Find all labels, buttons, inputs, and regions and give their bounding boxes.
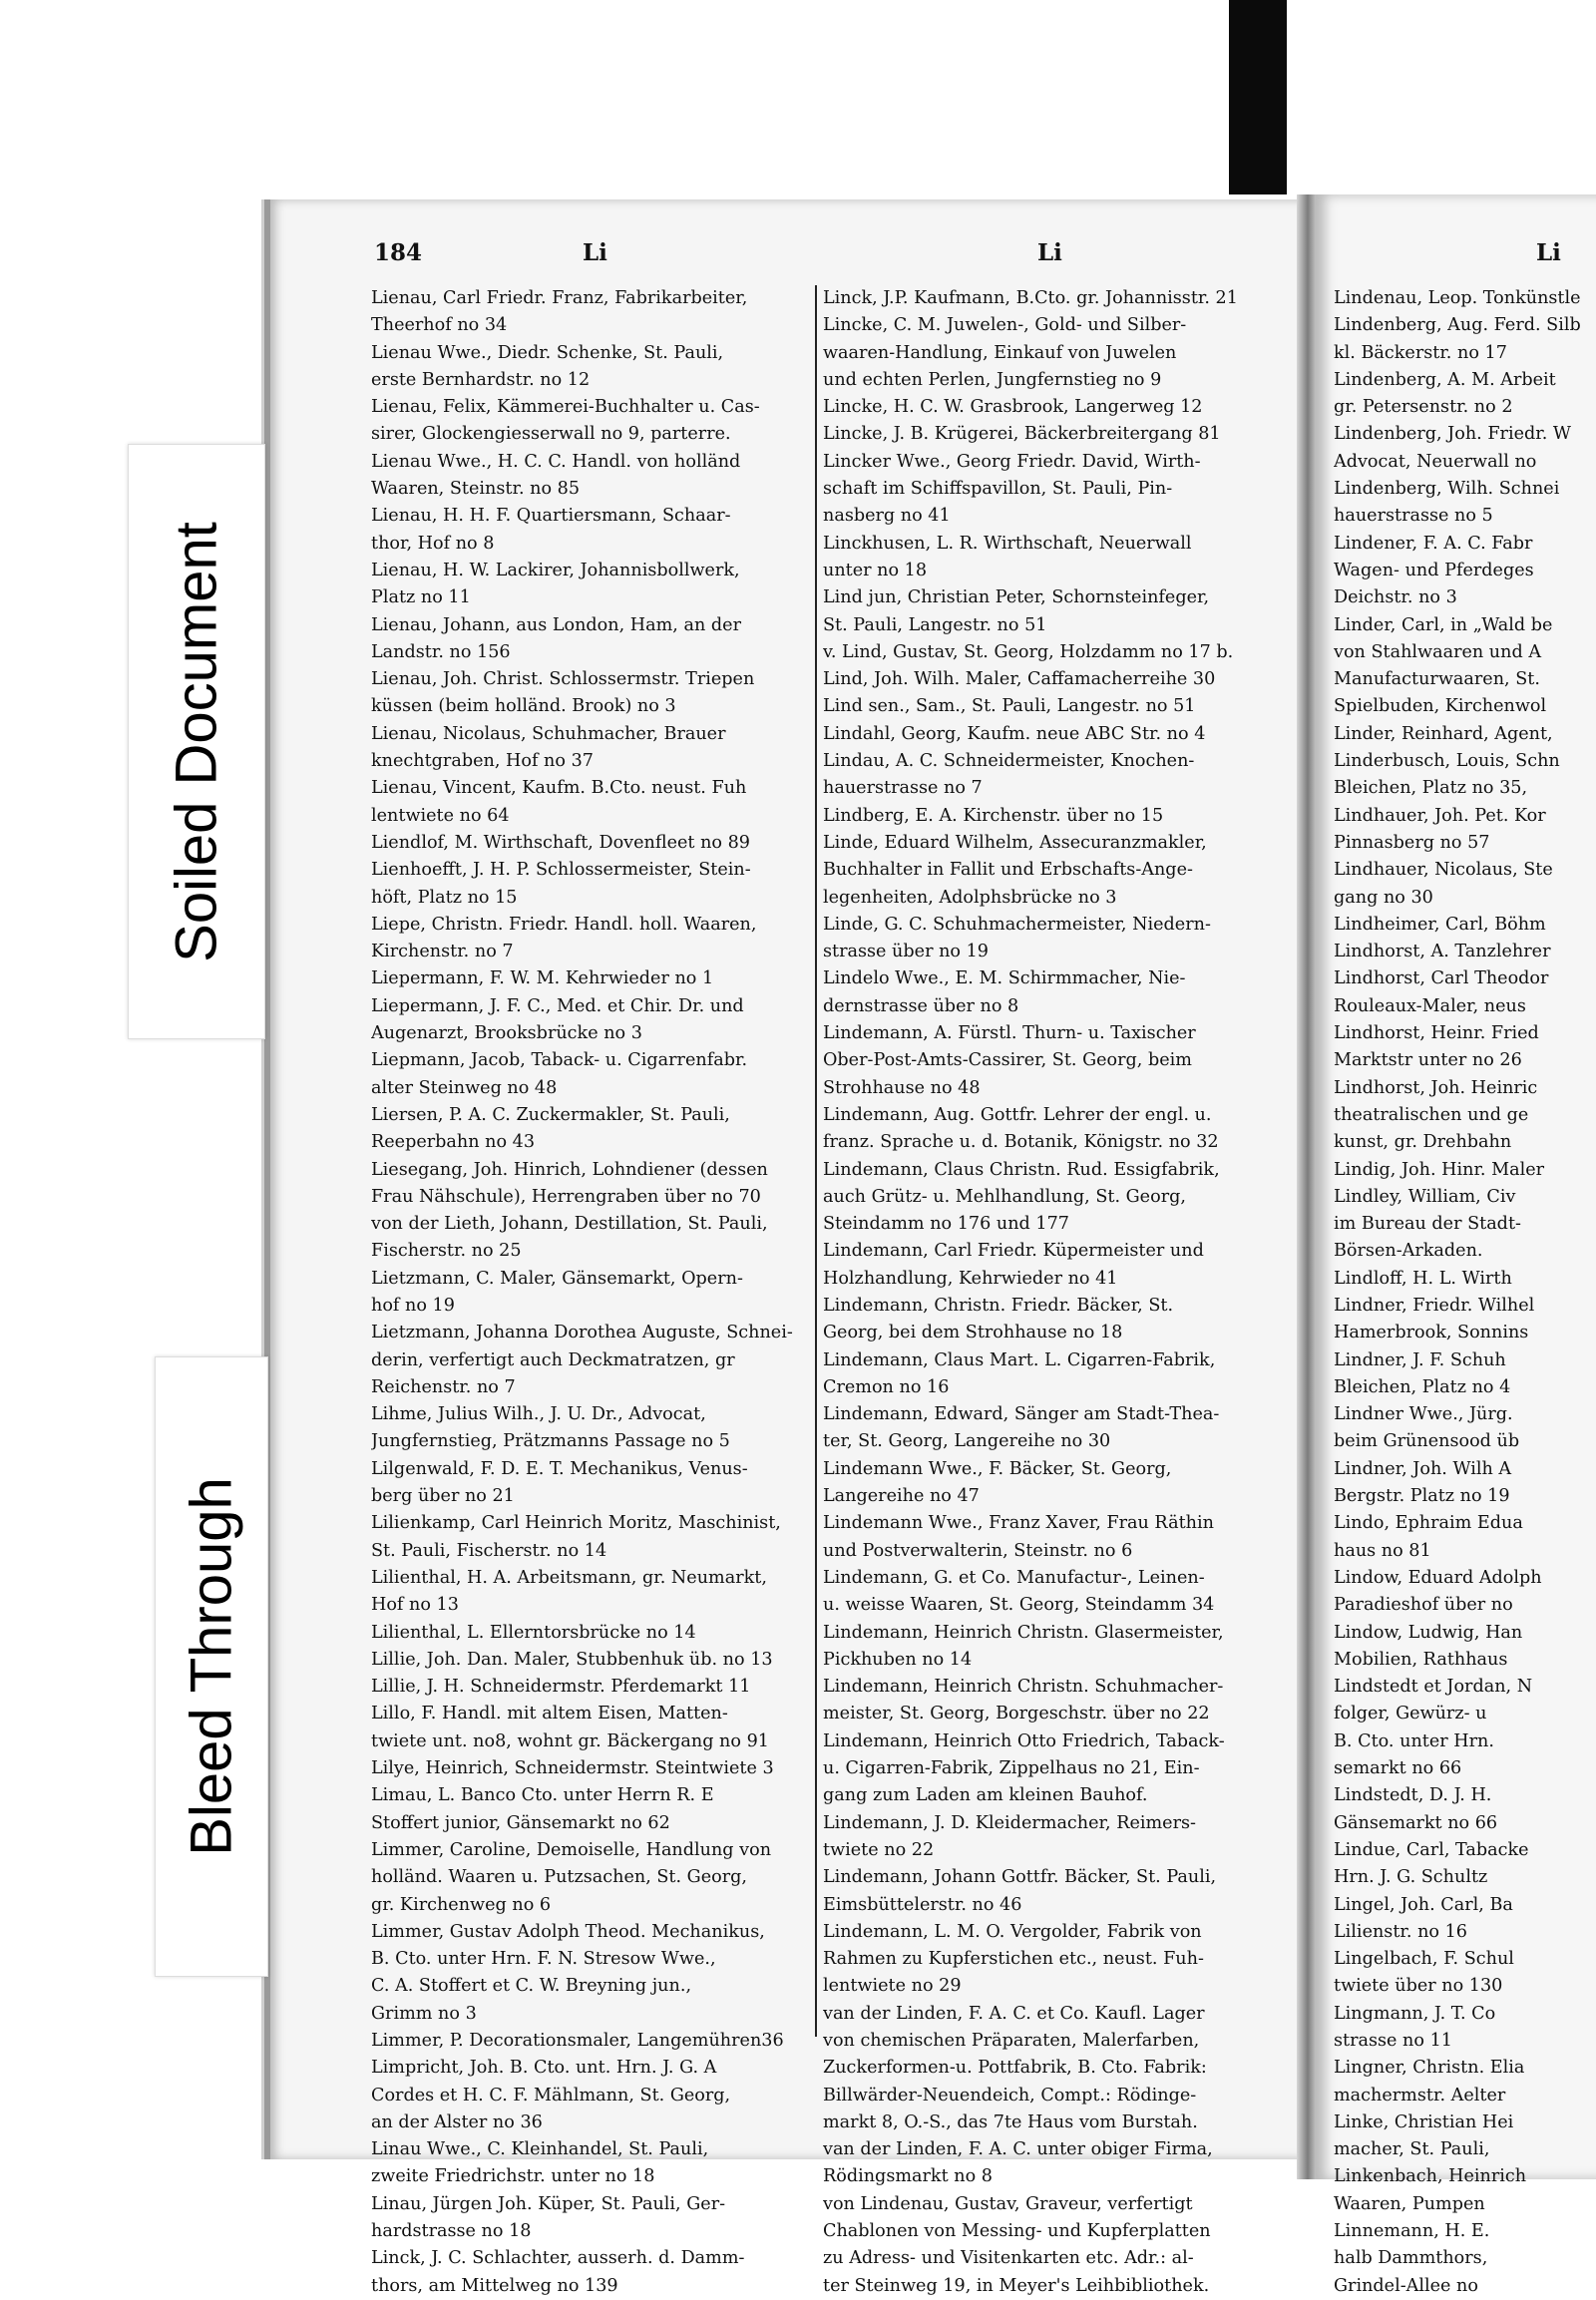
directory-line: strasse no 11	[1334, 2031, 1452, 2051]
directory-line: Lillie, Joh. Dan. Maler, Stubbenhuk üb. no 13	[371, 1649, 773, 1670]
directory-line: Lilye, Heinrich, Schneidermstr. Steintwiete 3	[371, 1758, 774, 1779]
directory-line: Waaren, Pumpen	[1334, 2193, 1485, 2214]
directory-line: Marktstr unter no 26	[1334, 1050, 1522, 1071]
directory-line: Linke, Christian Hei	[1334, 2111, 1514, 2132]
directory-line: B. Cto. unter Hrn. F. N. Stresow Wwe.,	[371, 1949, 716, 1970]
directory-line: Limmer, Gustav Adolph Theod. Mechanikus,	[371, 1921, 765, 1942]
directory-line: Frau Nähschule), Herrengraben über no 70	[371, 1186, 761, 1207]
directory-line: Linau Wwe., C. Kleinhandel, St. Pauli,	[371, 2139, 709, 2160]
directory-line: Linder, Carl, in „Wald be	[1334, 614, 1553, 635]
directory-line: Lilgenwald, F. D. E. T. Mechanikus, Venus-	[371, 1458, 748, 1479]
directory-line: Jungfernstieg, Prätzmanns Passage no 5	[371, 1431, 730, 1452]
directory-line: Lienau, Johann, aus London, Ham, an der	[371, 614, 741, 635]
directory-line: Rödingsmarkt no 8	[823, 2166, 993, 2187]
directory-line: Lindenberg, A. M. Arbeit	[1334, 369, 1556, 390]
directory-line: Lindstedt, D. J. H.	[1334, 1785, 1492, 1806]
directory-line: von Stahlwaaren und A	[1334, 641, 1542, 662]
directory-line: meister, St. Georg, Borgeschstr. über no 22	[823, 1704, 1210, 1725]
directory-line: Lihme, Julius Wilh., J. U. Dr., Advocat,	[371, 1404, 706, 1425]
directory-line: Linckhusen, L. R. Wirthschaft, Neuerwall	[823, 533, 1192, 554]
directory-line: Lindenau, Leop. Tonkünstle	[1334, 288, 1581, 308]
directory-line: Grimm no 3	[371, 2003, 477, 2024]
directory-line: Hof no 13	[371, 1595, 459, 1616]
directory-line: Lindner Wwe., Jürg.	[1334, 1404, 1513, 1425]
directory-line: Linder, Reinhard, Agent,	[1334, 723, 1553, 744]
directory-line: Linck, J. C. Schlachter, ausserh. d. Damm-	[371, 2248, 745, 2269]
directory-line: St. Pauli, Fischerstr. no 14	[371, 1540, 607, 1561]
directory-line: Lienau, H. H. F. Quartiersmann, Schaar-	[371, 506, 731, 527]
directory-line: erste Bernhardstr. no 12	[371, 369, 591, 390]
directory-line: strasse über no 19	[823, 942, 989, 962]
directory-line: Platz no 11	[371, 587, 471, 608]
directory-line: Lind jun, Christian Peter, Schornsteinfeger,	[823, 587, 1210, 608]
directory-line: auch Grütz- u. Mehlhandlung, St. Georg,	[823, 1186, 1186, 1207]
directory-line: Mobilien, Rathhaus	[1334, 1649, 1508, 1670]
directory-line: folger, Gewürz- u	[1334, 1704, 1487, 1725]
directory-line: unter no 18	[823, 560, 928, 580]
directory-line: van der Linden, F. A. C. unter obiger Firma,	[823, 2139, 1213, 2160]
directory-line: markt 8, O.-S., das 7te Haus vom Burstah.	[823, 2111, 1198, 2132]
directory-line: Lindenberg, Joh. Friedr. W	[1334, 424, 1572, 445]
directory-line: Rahmen zu Kupferstichen etc., neust. Fuh-	[823, 1949, 1204, 1970]
directory-line: Lindhorst, Carl Theodor	[1334, 968, 1549, 989]
directory-line: im Bureau der Stadt-	[1334, 1214, 1521, 1235]
directory-line: ter Steinweg 19, in Meyer's Leihbibliothek.	[823, 2275, 1210, 2296]
directory-line: lentwiete no 29	[823, 1976, 962, 1997]
directory-line: zweite Friedrichstr. unter no 18	[371, 2166, 655, 2187]
directory-line: schaft im Schiffspavillon, St. Pauli, Pin-	[823, 479, 1173, 500]
directory-line: Wagen- und Pferdeges	[1334, 560, 1534, 580]
directory-line: Limmer, P. Decorationsmaler, Langemühren36	[371, 2031, 784, 2051]
directory-line: Hrn. J. G. Schultz	[1334, 1867, 1488, 1888]
directory-line: haus no 81	[1334, 1540, 1431, 1561]
directory-line: Lindley, William, Civ	[1334, 1186, 1516, 1207]
directory-line: Reeperbahn no 43	[371, 1132, 536, 1153]
directory-line: Lienau, Felix, Kämmerei-Buchhalter u. Cas-	[371, 397, 760, 418]
directory-line: Chablonen von Messing- und Kupferplatten	[823, 2221, 1211, 2242]
directory-line: Lillie, J. H. Schneidermstr. Pferdemarkt 11	[371, 1677, 751, 1698]
directory-line: Lindemann, Christn. Friedr. Bäcker, St.	[823, 1295, 1174, 1316]
directory-line: Lindloff, H. L. Wirth	[1334, 1268, 1512, 1289]
directory-line: u. Cigarren-Fabrik, Zippelhaus no 21, Ein-	[823, 1758, 1200, 1779]
directory-line: Lindhauer, Nicolaus, Ste	[1334, 860, 1553, 881]
directory-line: dernstrasse über no 8	[823, 995, 1019, 1016]
directory-line: Liendlof, M. Wirthschaft, Dovenfleet no 89	[371, 832, 750, 853]
directory-line: Lietzmann, C. Maler, Gänsemarkt, Opern-	[371, 1268, 743, 1289]
directory-line: hauerstrasse no 7	[823, 778, 983, 799]
directory-line: Lindahl, Georg, Kaufm. neue ABC Str. no 4	[823, 723, 1206, 744]
directory-line: Limau, L. Banco Cto. unter Herrn R. E	[371, 1785, 714, 1806]
directory-line: Reichenstr. no 7	[371, 1376, 516, 1397]
directory-line: Manufacturwaaren, St.	[1334, 669, 1540, 690]
directory-line: Waaren, Steinstr. no 85	[371, 479, 581, 500]
directory-line: Cordes et H. C. F. Mählmann, St. Georg,	[371, 2085, 731, 2106]
directory-line: Lindener, F. A. C. Fabr	[1334, 533, 1533, 554]
directory-line: hof no 19	[371, 1295, 455, 1316]
directory-line: Lindemann, L. M. O. Vergolder, Fabrik von	[823, 1921, 1202, 1942]
directory-line: Lindau, A. C. Schneidermeister, Knochen-	[823, 751, 1195, 772]
directory-line: machermstr. Aelter	[1334, 2085, 1506, 2106]
directory-line: Lindig, Joh. Hinr. Maler	[1334, 1159, 1545, 1180]
directory-line: Lindemann, J. D. Kleidermacher, Reimers-	[823, 1812, 1196, 1833]
running-head-facing-page: Li	[1536, 239, 1561, 266]
directory-line: Liepermann, J. F. C., Med. et Chir. Dr. und	[371, 995, 744, 1016]
directory-line: zu Adress- und Visitenkarten etc. Adr.: al-	[823, 2248, 1194, 2269]
directory-line: van der Linden, F. A. C. et Co. Kaufl. Lager	[823, 2003, 1205, 2024]
directory-line: Augenarzt, Brooksbrücke no 3	[371, 1023, 642, 1044]
directory-line: küssen (beim holländ. Brook) no 3	[371, 696, 676, 717]
directory-line: Lindemann, Heinrich Christn. Schuhmacher-	[823, 1677, 1224, 1698]
directory-line: Linde, Eduard Wilhelm, Assecuranzmakler,	[823, 832, 1207, 853]
directory-line: Pinnasberg no 57	[1334, 832, 1490, 853]
directory-line: Linderbusch, Louis, Schn	[1334, 751, 1560, 772]
directory-line: Lingel, Joh. Carl, Ba	[1334, 1894, 1513, 1915]
directory-line: beim Grünensood üb	[1334, 1431, 1520, 1452]
directory-line: Lienau, Vincent, Kaufm. B.Cto. neust. Fuh	[371, 778, 747, 799]
directory-line: Lindemann, Claus Christn. Rud. Essigfabrik,	[823, 1159, 1220, 1180]
directory-line: Advocat, Neuerwall no	[1334, 451, 1537, 472]
directory-line: gang zum Laden am kleinen Bauhof.	[823, 1785, 1148, 1806]
directory-line: Lindemann, Claus Mart. L. Cigarren-Fabrik,	[823, 1349, 1216, 1370]
directory-line: Fischerstr. no 25	[371, 1241, 522, 1262]
directory-line: Linck, J.P. Kaufmann, B.Cto. gr. Johannisstr. 21	[823, 288, 1238, 308]
directory-line: macher, St. Pauli,	[1334, 2139, 1490, 2160]
directory-line: Linkenbach, Heinrich	[1334, 2166, 1527, 2187]
soiled-document-label	[128, 444, 265, 1039]
directory-line: gr. Petersenstr. no 2	[1334, 397, 1513, 418]
directory-line: Lienau, Carl Friedr. Franz, Fabrikarbeiter,	[371, 288, 748, 308]
directory-line: knechtgraben, Hof no 37	[371, 751, 594, 772]
directory-line: Limpricht, Joh. B. Cto. unt. Hrn. J. G. A	[371, 2058, 717, 2079]
directory-line: Lilienthal, H. A. Arbeitsmann, gr. Neumarkt,	[371, 1567, 767, 1588]
directory-line: Lindo, Ephraim Edua	[1334, 1513, 1523, 1534]
directory-line: kl. Bäckerstr. no 17	[1334, 342, 1507, 363]
bleed-through-text: Bleed Through	[179, 1477, 244, 1856]
directory-line: und echten Perlen, Jungfernstieg no 9	[823, 369, 1162, 390]
directory-line: Lindue, Carl, Tabacke	[1334, 1839, 1529, 1860]
directory-line: von der Lieth, Johann, Destillation, St. Pauli,	[371, 1214, 768, 1235]
directory-line: Billwärder-Neuendeich, Compt.: Rödinge-	[823, 2085, 1197, 2106]
directory-line: u. weisse Waaren, St. Georg, Steindamm 34	[823, 1595, 1215, 1616]
directory-line: St. Pauli, Langestr. no 51	[823, 614, 1047, 635]
directory-line: Ober-Post-Amts-Cassirer, St. Georg, beim	[823, 1050, 1192, 1071]
directory-line: Theerhof no 34	[371, 315, 508, 336]
directory-line: alter Steinweg no 48	[371, 1077, 558, 1098]
directory-line: gr. Kirchenweg no 6	[371, 1894, 552, 1915]
directory-line: Lindstedt et Jordan, N	[1334, 1677, 1533, 1698]
directory-line: Linnemann, H. E.	[1334, 2221, 1490, 2242]
directory-line: Lindberg, E. A. Kirchenstr. über no 15	[823, 805, 1164, 826]
directory-line: C. A. Stoffert et C. W. Breyning jun.,	[371, 1976, 692, 1997]
directory-line: Lillo, F. Handl. mit altem Eisen, Matten-	[371, 1704, 728, 1725]
directory-line: Grindel-Allee no	[1334, 2275, 1478, 2296]
page-number: 184	[374, 239, 423, 266]
directory-line: Lienau Wwe., Diedr. Schenke, St. Pauli,	[371, 342, 724, 363]
running-head-left: Li	[583, 239, 607, 266]
directory-line: lentwiete no 64	[371, 805, 510, 826]
directory-line: Liepe, Christn. Friedr. Handl. holl. Waaren,	[371, 914, 757, 935]
directory-line: Rouleaux-Maler, neus	[1334, 995, 1526, 1016]
directory-column-facing-page	[1334, 285, 1596, 2300]
directory-line: kunst, gr. Drehbahn	[1334, 1132, 1512, 1153]
directory-line: Lincke, H. C. W. Grasbrook, Langerweg 12	[823, 397, 1203, 418]
directory-line: Lietzmann, Johanna Dorothea Auguste, Schnei-	[371, 1323, 793, 1343]
directory-line: Lindemann, Johann Gottfr. Bäcker, St. Pauli,	[823, 1867, 1217, 1888]
directory-line: Cremon no 16	[823, 1376, 950, 1397]
directory-line: von Lindenau, Gustav, Graveur, verfertigt	[823, 2193, 1193, 2214]
directory-line: Lindenberg, Aug. Ferd. Silb	[1334, 315, 1581, 336]
directory-line: semarkt no 66	[1334, 1758, 1462, 1779]
directory-line: Lindemann, Heinrich Otto Friedrich, Taback-	[823, 1730, 1225, 1751]
directory-line: halb Dammthors,	[1334, 2248, 1488, 2269]
directory-line: twiete über no 130	[1334, 1976, 1503, 1997]
directory-line: Lingner, Christn. Elia	[1334, 2058, 1525, 2079]
directory-line: legenheiten, Adolphsbrücke no 3	[823, 887, 1117, 908]
directory-line: derin, verfertigt auch Deckmatratzen, gr	[371, 1349, 735, 1370]
directory-line: gang no 30	[1334, 887, 1433, 908]
directory-line: Lienhoefft, J. H. P. Schlossermeister, Stein-	[371, 860, 751, 881]
directory-line: Lilienstr. no 16	[1334, 1921, 1467, 1942]
directory-line: höft, Platz no 15	[371, 887, 518, 908]
directory-line: Lindner, J. F. Schuh	[1334, 1349, 1506, 1370]
directory-line: Lind sen., Sam., St. Pauli, Langestr. no 51	[823, 696, 1196, 717]
directory-line: Lindow, Eduard Adolph	[1334, 1567, 1542, 1588]
directory-line: Lindelo Wwe., E. M. Schirmmacher, Nie-	[823, 968, 1186, 989]
directory-line: Bleichen, Platz no 35,	[1334, 778, 1528, 799]
directory-line: Holzhandlung, Kehrwieder no 41	[823, 1268, 1118, 1289]
directory-line: Lienau, Nicolaus, Schuhmacher, Brauer	[371, 723, 726, 744]
directory-line: theatralischen und ge	[1334, 1104, 1529, 1125]
directory-line: Lienau Wwe., H. C. C. Handl. von holländ	[371, 451, 741, 472]
directory-line: Gänsemarkt no 66	[1334, 1812, 1498, 1833]
directory-column-middle	[823, 285, 1277, 2300]
directory-line: Landstr. no 156	[371, 641, 511, 662]
directory-line: Lindow, Ludwig, Han	[1334, 1622, 1523, 1643]
directory-line: thor, Hof no 8	[371, 533, 495, 554]
directory-line: Linau, Jürgen Joh. Küper, St. Pauli, Ger-	[371, 2193, 726, 2214]
directory-line: twiete no 22	[823, 1839, 935, 1860]
directory-line: Georg, bei dem Strohhause no 18	[823, 1323, 1123, 1343]
directory-line: Lindhorst, Heinr. Fried	[1334, 1023, 1539, 1044]
directory-line: Hamerbrook, Sonnins	[1334, 1323, 1529, 1343]
directory-line: Kirchenstr. no 7	[371, 942, 514, 962]
directory-line: Linde, G. C. Schuhmachermeister, Niedern-	[823, 914, 1211, 935]
bleed-through-label	[155, 1356, 268, 1977]
directory-line: nasberg no 41	[823, 506, 951, 527]
directory-line: Limmer, Caroline, Demoiselle, Handlung von	[371, 1839, 772, 1860]
directory-line: Lindemann Wwe., F. Bäcker, St. Georg,	[823, 1458, 1172, 1479]
directory-line: Pickhuben no 14	[823, 1649, 973, 1670]
directory-line: Liepmann, Jacob, Taback- u. Cigarrenfabr.	[371, 1050, 748, 1071]
directory-line: Lienau, Joh. Christ. Schlossermstr. Triepen	[371, 669, 755, 690]
directory-line: Lind, Joh. Wilh. Maler, Caffamacherreihe 30	[823, 669, 1216, 690]
directory-line: Lindemann, Heinrich Christn. Glasermeister,	[823, 1622, 1224, 1643]
directory-line: Lienau, H. W. Lackirer, Johannisbollwerk,	[371, 560, 740, 580]
directory-line: Langereihe no 47	[823, 1486, 980, 1507]
directory-line: an der Alster no 36	[371, 2111, 543, 2132]
soiled-document-text: Soiled Document	[164, 521, 229, 962]
directory-line: Steindamm no 176 und 177	[823, 1214, 1069, 1235]
directory-line: Liersen, P. A. C. Zuckermakler, St. Pauli,	[371, 1104, 730, 1125]
directory-line: Lingmann, J. T. Co	[1334, 2003, 1496, 2024]
directory-line: holländ. Waaren u. Putzsachen, St. Georg,	[371, 1867, 748, 1888]
directory-line: franz. Sprache u. d. Botanik, Königstr. no 32	[823, 1132, 1219, 1153]
directory-line: ter, St. Georg, Langereihe no 30	[823, 1431, 1111, 1452]
directory-line: hardstrasse no 18	[371, 2221, 532, 2242]
directory-line: Eimsbüttelerstr. no 46	[823, 1894, 1022, 1915]
scanner-black-bar	[1229, 0, 1287, 194]
directory-column-left	[371, 285, 812, 2300]
directory-line: waaren-Handlung, Einkauf von Juwelen	[823, 342, 1177, 363]
directory-line: thors, am Mittelweg no 139	[371, 2275, 618, 2296]
directory-line: Lindemann, G. et Co. Manufactur-, Leinen-	[823, 1567, 1205, 1588]
directory-line: Lindner, Friedr. Wilhel	[1334, 1295, 1535, 1316]
directory-line: Lindhorst, A. Tanzlehrer	[1334, 942, 1551, 962]
directory-line: v. Lind, Gustav, St. Georg, Holzdamm no 17 b.	[823, 641, 1234, 662]
directory-line: sirer, Glockengiesserwall no 9, parterre.	[371, 424, 731, 445]
directory-line: Stoffert junior, Gänsemarkt no 62	[371, 1812, 670, 1833]
column-rule	[815, 285, 817, 2037]
directory-line: Liesegang, Joh. Hinrich, Lohndiener (dessen	[371, 1159, 768, 1180]
directory-line: Lindemann Wwe., Franz Xaver, Frau Räthin	[823, 1513, 1214, 1534]
running-head-right: Li	[1037, 239, 1062, 266]
directory-line: Buchhalter in Fallit und Erbschafts-Ange-	[823, 860, 1193, 881]
directory-line: Lindemann, Aug. Gottfr. Lehrer der engl. u.	[823, 1104, 1212, 1125]
directory-line: Lindhauer, Joh. Pet. Kor	[1334, 805, 1546, 826]
directory-line: Lindemann, Edward, Sänger am Stadt-Thea-	[823, 1404, 1220, 1425]
directory-line: Liepermann, F. W. M. Kehrwieder no 1	[371, 968, 714, 989]
directory-line: B. Cto. unter Hrn.	[1334, 1730, 1494, 1751]
directory-line: hauerstrasse no 5	[1334, 506, 1493, 527]
directory-line: Lindemann, A. Fürstl. Thurn- u. Taxischer	[823, 1023, 1196, 1044]
directory-line: von chemischen Präparaten, Malerfarben,	[823, 2031, 1200, 2051]
directory-line: Zuckerformen-u. Pottfabrik, B. Cto. Fabrik:	[823, 2058, 1207, 2079]
directory-line: Paradieshof über no	[1334, 1595, 1513, 1616]
directory-line: Lindemann, Carl Friedr. Küpermeister und	[823, 1241, 1204, 1262]
directory-line: und Postverwalterin, Steinstr. no 6	[823, 1540, 1133, 1561]
directory-line: Lindheimer, Carl, Böhm	[1334, 914, 1546, 935]
directory-line: Deichstr. no 3	[1334, 587, 1457, 608]
directory-line: Bleichen, Platz no 4	[1334, 1376, 1511, 1397]
directory-line: twiete unt. no8, wohnt gr. Bäckergang no 91	[371, 1730, 769, 1751]
directory-line: Lincke, C. M. Juwelen-, Gold- und Silber-	[823, 315, 1187, 336]
directory-line: Lincker Wwe., Georg Friedr. David, Wirth-	[823, 451, 1201, 472]
directory-line: Strohhause no 48	[823, 1077, 981, 1098]
directory-line: berg über no 21	[371, 1486, 515, 1507]
directory-line: Lindenberg, Wilh. Schnei	[1334, 479, 1560, 500]
directory-line: Börsen-Arkaden.	[1334, 1241, 1483, 1262]
directory-line: Bergstr. Platz no 19	[1334, 1486, 1510, 1507]
directory-line: Lindner, Joh. Wilh A	[1334, 1458, 1512, 1479]
directory-line: Lincke, J. B. Krügerei, Bäckerbreitergang 81	[823, 424, 1221, 445]
directory-line: Lindhorst, Joh. Heinric	[1334, 1077, 1538, 1098]
directory-line: Lilienthal, L. Ellerntorsbrücke no 14	[371, 1622, 696, 1643]
directory-line: Lilienkamp, Carl Heinrich Moritz, Maschinist,	[371, 1513, 781, 1534]
directory-line: Lingelbach, F. Schul	[1334, 1949, 1514, 1970]
directory-line: Spielbuden, Kirchenwol	[1334, 696, 1547, 717]
